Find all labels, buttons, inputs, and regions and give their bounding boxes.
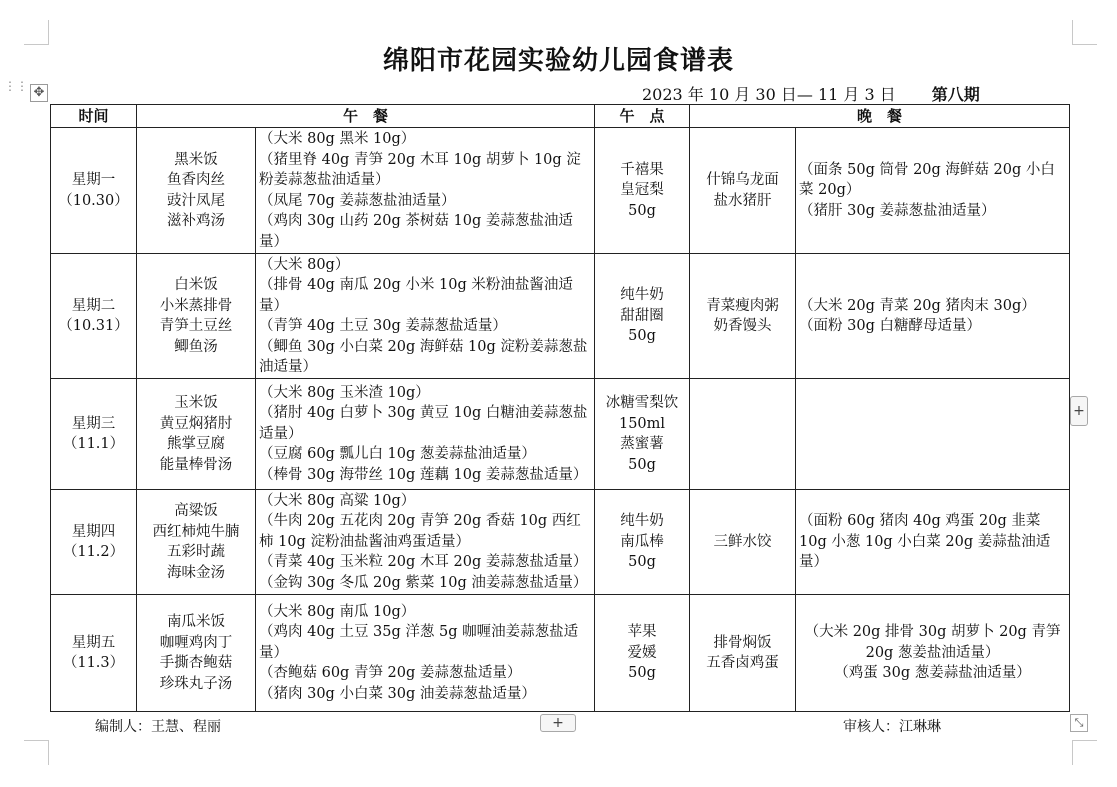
dinner-details-cell bbox=[796, 128, 1070, 254]
table-row bbox=[51, 128, 1070, 254]
dish-name: 小米蒸排骨 bbox=[159, 297, 233, 314]
snack-cell bbox=[595, 595, 690, 712]
dish-name: 黑米饭 bbox=[174, 151, 218, 168]
table-row bbox=[51, 595, 1070, 712]
snack-item: 爱媛 bbox=[627, 644, 657, 661]
ingredient-line: （豆腐 60g 瓢儿白 10g 葱姜蒜盐油适量） bbox=[259, 446, 536, 463]
snack-item: 千禧果 bbox=[620, 161, 664, 178]
dinner-dishes-cell bbox=[690, 379, 796, 490]
table-row bbox=[51, 490, 1070, 595]
dish-name: 滋补鸡汤 bbox=[167, 213, 225, 229]
ingredient-line: （鸡肉 40g 土豆 35g 洋葱 5g 咖喱油姜蒜葱盐适量） bbox=[259, 624, 579, 661]
dinner-details-cell bbox=[796, 490, 1070, 595]
table-row bbox=[51, 254, 1070, 379]
ingredient-line: （大米 20g 排骨 30g 胡萝卜 20g 青笋 20g 葱姜盐油适量） bbox=[804, 624, 1061, 661]
ingredient-line: （猪肉 30g 小白菜 30g 油姜蒜葱盐适量） bbox=[259, 685, 536, 702]
day-date: （10.30） bbox=[58, 192, 129, 209]
header-snack: 午 点 bbox=[595, 105, 690, 128]
day-name: 星期四 bbox=[71, 523, 116, 540]
header-lunch: 午 餐 bbox=[137, 105, 595, 128]
lunch-dishes-cell bbox=[137, 490, 256, 595]
lunch-dishes-cell bbox=[137, 595, 256, 712]
snack-item: 50g bbox=[628, 665, 656, 682]
dish-name: 三鲜水饺 bbox=[713, 533, 772, 550]
snack-item: 150ml bbox=[618, 415, 666, 432]
snack-item: 50g bbox=[628, 554, 656, 571]
ingredient-line: （棒骨 30g 海带丝 10g 莲藕 10g 姜蒜葱盐适量） bbox=[259, 466, 588, 483]
snack-cell bbox=[595, 379, 690, 490]
dish-name: 珍珠丸子汤 bbox=[159, 675, 233, 692]
lunch-details-cell bbox=[256, 490, 595, 595]
dish-name: 玉米饭 bbox=[174, 395, 218, 411]
snack-item: 南瓜棒 bbox=[620, 533, 664, 550]
dinner-dishes-cell bbox=[690, 490, 796, 595]
snack-item: 苹果 bbox=[627, 624, 657, 641]
dish-name: 鱼香肉丝 bbox=[167, 172, 225, 188]
snack-item: 冰糖雪梨饮 bbox=[605, 395, 679, 411]
lunch-details-cell bbox=[256, 254, 595, 379]
page-corner-mark bbox=[24, 740, 49, 765]
dinner-dishes-cell bbox=[690, 128, 796, 254]
ingredient-line: （面条 50g 筒骨 20g 海鲜菇 20g 小白菜 20g） bbox=[799, 161, 1055, 199]
day-cell bbox=[51, 595, 137, 712]
dish-name: 手撕杏鲍菇 bbox=[159, 655, 233, 671]
dish-name: 西红柿炖牛腩 bbox=[152, 523, 240, 540]
ingredient-line: （猪肘 40g 白萝卜 30g 黄豆 10g 白糖油姜蒜葱盐适量） bbox=[259, 405, 588, 442]
table-resize-icon[interactable]: ⤡ bbox=[1070, 714, 1088, 732]
lunch-details-cell bbox=[256, 128, 595, 254]
ingredient-line: （猪里脊 40g 青笋 20g 木耳 10g 胡萝卜 10g 淀粉姜蒜葱盐油适量） bbox=[259, 151, 581, 188]
ingredient-line: （鸡蛋 30g 葱姜蒜盐油适量） bbox=[834, 665, 1031, 682]
table-move-icon[interactable]: ✥ bbox=[30, 84, 48, 102]
ingredient-line: （大米 20g 青菜 20g 猪肉末 30g） bbox=[799, 297, 1036, 314]
page-corner-mark bbox=[1072, 740, 1097, 765]
dish-name: 豉汁凤尾 bbox=[167, 192, 225, 209]
lunch-details-cell bbox=[256, 595, 595, 712]
snack-item: 甜甜圈 bbox=[620, 307, 664, 324]
snack-item: 皇冠梨 bbox=[620, 182, 664, 199]
day-date: （11.2） bbox=[62, 544, 125, 560]
day-cell bbox=[51, 128, 137, 254]
ingredient-line: （凤尾 70g 姜蒜葱盐油适量） bbox=[259, 192, 456, 209]
snack-cell bbox=[595, 254, 690, 379]
dinner-details-cell bbox=[796, 254, 1070, 379]
lunch-dishes-cell bbox=[137, 379, 256, 490]
dish-name: 五彩时蔬 bbox=[167, 544, 225, 560]
dish-name: 熊掌豆腐 bbox=[167, 436, 225, 452]
ingredient-line: （金钩 30g 冬瓜 20g 紫菜 10g 油姜蒜葱盐适量） bbox=[259, 574, 588, 591]
dinner-dishes-cell bbox=[690, 254, 796, 379]
date-range bbox=[642, 82, 980, 105]
dish-name: 什锦乌龙面 bbox=[706, 172, 779, 188]
dish-name: 高粱饭 bbox=[174, 503, 218, 519]
dish-name: 鲫鱼汤 bbox=[174, 338, 218, 355]
day-date: （11.3） bbox=[62, 655, 125, 671]
header-dinner: 晚 餐 bbox=[690, 105, 1070, 128]
ingredient-line: （青笋 40g 土豆 30g 姜蒜葱盐适量） bbox=[259, 318, 507, 334]
dish-name: 南瓜米饭 bbox=[167, 614, 225, 630]
dish-name: 排骨焖饭 bbox=[713, 634, 772, 651]
dish-name: 能量棒骨汤 bbox=[159, 456, 233, 473]
drag-grip-icon[interactable]: ⋮⋮ bbox=[4, 79, 28, 93]
ingredient-line: （面粉 30g 白糖酵母适量） bbox=[799, 318, 981, 334]
day-cell bbox=[51, 379, 137, 490]
ingredient-line: （鸡肉 30g 山药 20g 茶树菇 10g 姜蒜葱盐油适量） bbox=[259, 213, 573, 250]
day-name: 星期一 bbox=[71, 172, 116, 188]
lunch-dishes-cell bbox=[137, 254, 256, 379]
ingredient-line: （鲫鱼 30g 小白菜 20g 海鲜菇 10g 淀粉姜蒜葱盐油适量） bbox=[259, 338, 588, 375]
ingredient-line: （大米 80g 南瓜 10g） bbox=[259, 603, 416, 620]
table-row bbox=[51, 379, 1070, 490]
dish-name: 五香卤鸡蛋 bbox=[706, 655, 779, 671]
day-date: （10.31） bbox=[58, 318, 129, 334]
reviewer-credit: 审核人：江琳琳 bbox=[843, 719, 941, 735]
day-name: 星期二 bbox=[71, 297, 116, 314]
date-range-text: 2023 年 10 月 30 日— 11 月 3 日 bbox=[642, 85, 896, 104]
snack-item: 50g bbox=[628, 456, 656, 473]
dish-name: 青菜瘦肉粥 bbox=[706, 297, 779, 314]
dinner-dishes-cell bbox=[690, 595, 796, 712]
editor-credit: 编制人：王慧、程丽 bbox=[95, 719, 221, 735]
ingredient-line: （排骨 40g 南瓜 20g 小米 10g 米粉油盐酱油适量） bbox=[259, 277, 573, 314]
snack-item: 50g bbox=[628, 328, 656, 345]
dish-name: 盐水猪肝 bbox=[713, 192, 772, 209]
day-name: 星期五 bbox=[71, 634, 116, 651]
ingredient-line: （面粉 60g 猪肉 40g 鸡蛋 20g 韭菜 10g 小葱 10g 小白菜 20g 姜蒜盐油适量） bbox=[799, 513, 1051, 571]
day-cell bbox=[51, 254, 137, 379]
ingredient-line: （牛肉 20g 五花肉 20g 青笋 20g 香菇 10g 西红柿 10g 淀粉油盐酱油鸡蛋适量） bbox=[259, 513, 581, 550]
ingredient-line: （青菜 40g 玉米粒 20g 木耳 20g 姜蒜葱盐适量） bbox=[259, 554, 588, 571]
ingredient-line: （大米 80g） bbox=[259, 256, 350, 273]
ingredient-line: （杏鲍菇 60g 青笋 20g 姜蒜葱盐适量） bbox=[259, 665, 522, 682]
dish-name: 黄豆焖猪肘 bbox=[159, 415, 233, 432]
lunch-details-cell bbox=[256, 379, 595, 490]
add-column-button[interactable]: + bbox=[1070, 396, 1088, 426]
ingredient-line: （大米 80g 玉米渣 10g） bbox=[259, 384, 430, 401]
add-row-button[interactable]: + bbox=[540, 714, 576, 732]
dish-name: 咖喱鸡肉丁 bbox=[159, 634, 233, 651]
ingredient-line: （大米 80g 高粱 10g） bbox=[259, 492, 416, 509]
dinner-details-cell bbox=[796, 379, 1070, 490]
ingredient-line: （大米 80g 黑米 10g） bbox=[259, 131, 416, 147]
snack-item: 纯牛奶 bbox=[620, 287, 664, 304]
day-cell bbox=[51, 490, 137, 595]
lunch-dishes-cell bbox=[137, 128, 256, 254]
dish-name: 奶香馒头 bbox=[713, 318, 772, 334]
snack-item: 纯牛奶 bbox=[620, 513, 664, 530]
ingredient-line: （猪肝 30g 姜蒜葱盐油适量） bbox=[799, 202, 996, 219]
snack-cell bbox=[595, 490, 690, 595]
page-title: 绵阳市花园实验幼儿园食谱表 bbox=[382, 46, 734, 76]
day-date: （11.1） bbox=[62, 436, 125, 452]
dish-name: 白米饭 bbox=[174, 277, 218, 293]
menu-table bbox=[50, 104, 1070, 712]
dinner-details-cell bbox=[796, 595, 1070, 712]
dish-name: 青笋土豆丝 bbox=[159, 318, 233, 334]
snack-item: 蒸蜜薯 bbox=[620, 436, 664, 452]
dish-name: 海味金汤 bbox=[167, 564, 225, 581]
issue-number: 第八期 bbox=[931, 85, 980, 104]
snack-cell bbox=[595, 128, 690, 254]
day-name: 星期三 bbox=[71, 415, 116, 432]
header-time: 时间 bbox=[51, 105, 137, 128]
snack-item: 50g bbox=[628, 202, 656, 219]
